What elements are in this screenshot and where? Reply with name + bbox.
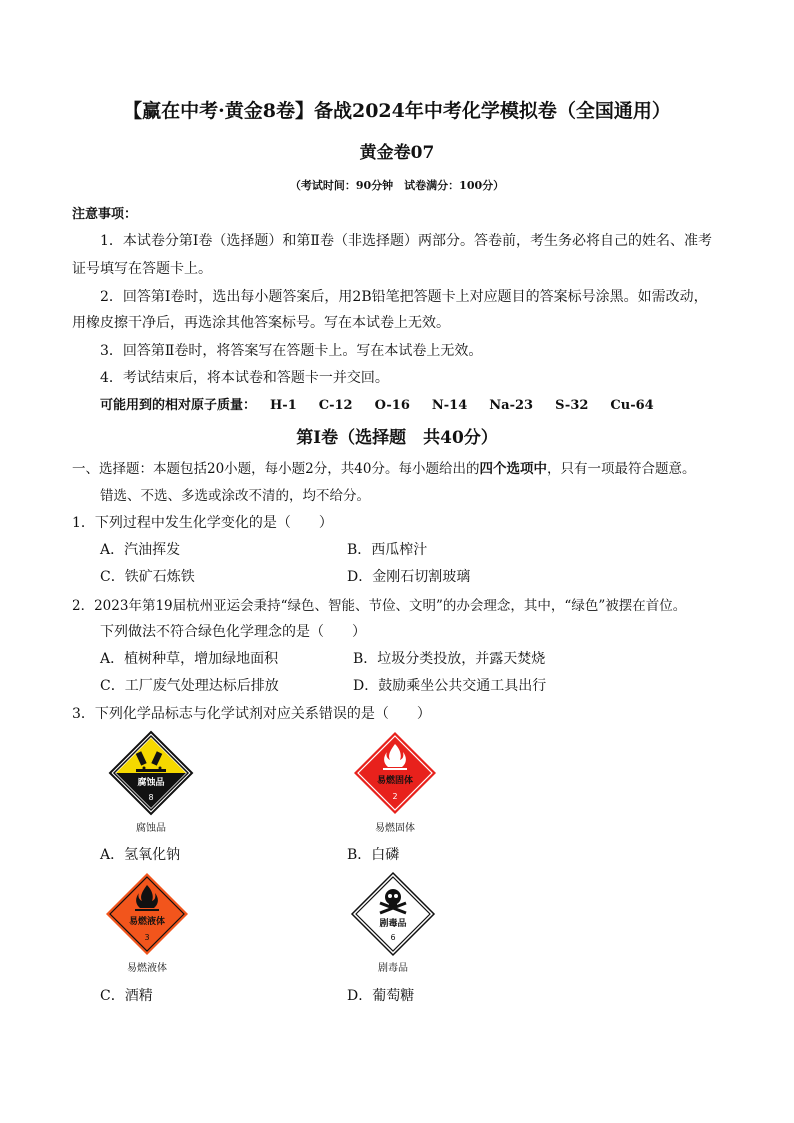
notice-item: 2．回答第Ⅰ卷时，选出每小题答案后，用2B铅笔把答题卡上对应题目的答案标号涂黑。如需改动， — [100, 289, 708, 305]
section-intro-line2: 错选、不选、多选或涂改不清的，均不给分。 — [100, 488, 370, 504]
flammable-liquid-sign-label: 易燃液体 — [128, 917, 166, 927]
question-1-stem: 1．下列过程中发生化学变化的是（ ） — [72, 515, 333, 531]
exam-subtitle: 黄金卷07 — [359, 143, 435, 163]
sign-caption: 易燃固体 — [375, 823, 415, 834]
corrosive-sign-label: 腐蚀品 — [137, 778, 165, 788]
notice-item: 4．考试结束后，将本试卷和答题卡一并交回。 — [100, 370, 389, 386]
notice-heading: 注意事项： — [72, 207, 138, 222]
section-intro — [72, 457, 695, 477]
atomic-mass: H-1 — [270, 398, 297, 413]
atomic-mass: Cu-64 — [610, 398, 654, 413]
toxic-sign-label: 剧毒品 — [379, 919, 407, 929]
notice-item: 用橡皮擦干净后，再选涂其他答案标号。写在本试卷上无效。 — [72, 315, 450, 331]
section-intro-bold: 四个选项中 — [479, 461, 547, 477]
question-2-stem: 2．2023年第19届杭州亚运会秉持“绿色、智能、节俭、文明”的办会理念，其中，“绿色”被摆在首位。 — [72, 598, 687, 614]
section-title: 第Ⅰ卷（选择题 共40分） — [296, 428, 498, 448]
section-intro-text2: ，只有一项最符合题意。 — [546, 461, 696, 477]
atomic-mass-label: 可能用到的相对原子质量： — [100, 398, 257, 413]
sign-caption: 易燃液体 — [127, 963, 167, 974]
q2-option-a: A．植树种草，增加绿地面积 — [100, 651, 279, 667]
notice-item: 证号填写在答题卡上。 — [72, 261, 212, 277]
section-intro-text: 本题包括20小题，每小题2分，共40分。每小题给出的 — [153, 461, 480, 477]
q3-option-a: A．氢氧化钠 — [100, 847, 181, 863]
atomic-mass: N-14 — [431, 398, 468, 413]
flammable-liquid-sign-icon — [104, 871, 190, 957]
atomic-mass: S-32 — [555, 398, 589, 413]
atomic-masses — [100, 394, 676, 413]
sign-caption: 腐蚀品 — [136, 823, 166, 834]
flammable-solid-sign-number: 2 — [392, 792, 398, 801]
question-3-stem: 3．下列化学品标志与化学试剂对应关系错误的是（ ） — [72, 706, 431, 722]
q1-option-d: D．金刚石切割玻璃 — [347, 569, 471, 585]
flammable-liquid-sign-number: 3 — [144, 933, 150, 942]
question-2-stem2: 下列做法不符合绿色化学理念的是（ ） — [100, 624, 366, 640]
flammable-solid-sign-label: 易燃固体 — [376, 776, 414, 786]
q2-option-d: D．鼓励乘坐公共交通工具出行 — [353, 678, 547, 694]
q2-option-b: B．垃圾分类投放，并露天焚烧 — [353, 651, 546, 667]
q3-option-d: D．葡萄糖 — [347, 988, 415, 1004]
q2-option-c: C．工厂废气处理达标后排放 — [100, 678, 279, 694]
toxic-sign-number: 6 — [390, 933, 396, 942]
atomic-mass: Na-23 — [489, 398, 534, 413]
corrosive-sign-number: 8 — [148, 793, 154, 802]
exam-meta: （考试时间：90分钟 试卷满分：100分） — [289, 179, 505, 192]
atomic-mass: C-12 — [318, 398, 353, 413]
notice-item: 1．本试卷分第Ⅰ卷（选择题）和第Ⅱ卷（非选择题）两部分。答卷前，考生务必将自己的姓名、准考 — [100, 233, 712, 249]
exam-title: 【赢在中考·黄金8卷】备战2024年中考化学模拟卷（全国通用） — [123, 100, 671, 122]
sign-caption: 剧毒品 — [378, 963, 408, 974]
flammable-solid-sign-icon — [352, 730, 438, 816]
q1-option-a: A．汽油挥发 — [100, 542, 181, 558]
toxic-sign-icon — [350, 871, 436, 957]
q3-option-b: B．白磷 — [347, 847, 400, 863]
q1-option-c: C．铁矿石炼铁 — [100, 569, 195, 585]
corrosive-sign-icon — [108, 730, 194, 816]
atomic-mass: O-16 — [374, 398, 410, 413]
q3-option-c: C．酒精 — [100, 988, 153, 1004]
q1-option-b: B．西瓜榨汁 — [347, 542, 428, 558]
notice-item: 3．回答第Ⅱ卷时，将答案写在答题卡上。写在本试卷上无效。 — [100, 343, 483, 359]
section-intro-prefix: 一、选择题： — [72, 461, 153, 477]
